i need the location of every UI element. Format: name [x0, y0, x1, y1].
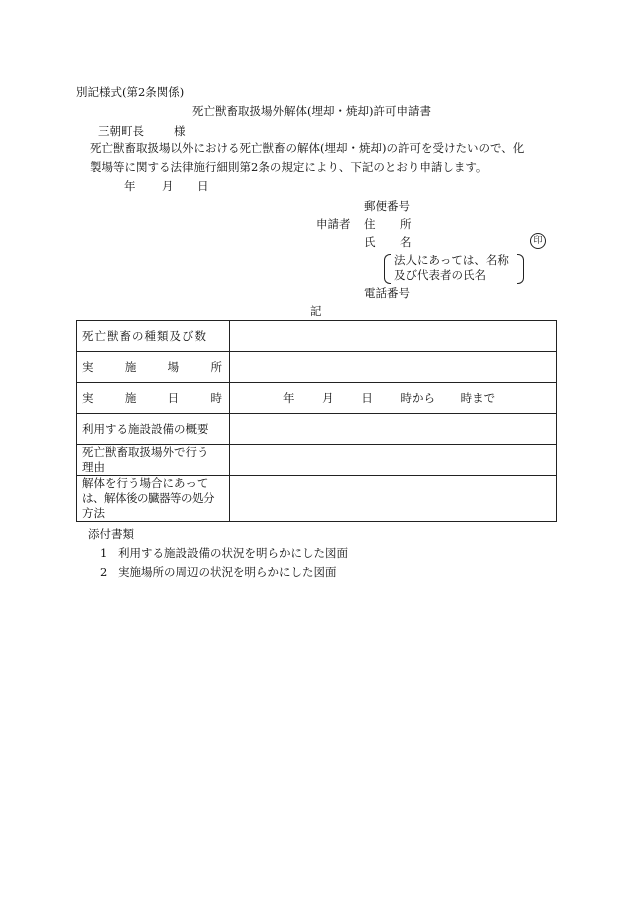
attachment-1-number: 1	[100, 546, 108, 560]
body-line-2: 製場等に関する法律施行細則第2条の規定により、下記のとおり申請します。	[90, 160, 488, 174]
value-datetime[interactable]: 年 月 日 時から 時まで	[230, 383, 557, 414]
label-facility-overview: 利用する施設設備の概要	[77, 414, 230, 445]
value-location[interactable]	[230, 352, 557, 383]
date-day: 日	[197, 179, 209, 193]
label-reason: 死亡獣畜取扱場外で行う 理由	[77, 445, 230, 476]
attachment-1-text: 利用する施設設備の状況を明らかにした図面	[118, 546, 348, 560]
table-row	[77, 476, 557, 522]
label-location: 実 施 場 所	[77, 352, 230, 383]
addressee-town: 三朝町長	[98, 124, 144, 138]
seal-mark: 印	[530, 233, 546, 249]
applicant-label: 申請者	[316, 217, 351, 231]
date-year: 年	[124, 179, 136, 193]
value-reason[interactable]	[230, 445, 557, 476]
application-table	[76, 320, 557, 522]
attachment-2-number: 2	[100, 565, 108, 579]
body-line-1: 死亡獣畜取扱場以外における死亡獣畜の解体(埋却・焼却)の許可を受けたいので、化	[90, 141, 525, 155]
table-row	[77, 321, 557, 352]
bracket-left	[384, 254, 391, 284]
corporate-note-line-1: 法人にあっては、名称	[394, 253, 509, 267]
table-row	[77, 352, 557, 383]
phone-label: 電話番号	[364, 286, 410, 300]
postal-code-label: 郵便番号	[364, 199, 410, 213]
attachments-heading: 添付書類	[88, 527, 134, 541]
corporate-note-bracket	[384, 254, 524, 284]
address-label-1: 住	[364, 217, 376, 231]
name-label-1: 氏	[364, 235, 376, 249]
body-paragraph	[76, 138, 566, 177]
name-label-2: 名	[400, 235, 412, 249]
table-row	[77, 383, 557, 414]
corporate-note-line-2: 及び代表者の氏名	[394, 268, 486, 282]
value-disposal-method[interactable]	[230, 476, 557, 522]
value-facility-overview[interactable]	[230, 414, 557, 445]
value-species-count[interactable]	[230, 321, 557, 352]
label-datetime: 実 施 日 時	[77, 383, 230, 414]
attachment-2-text: 実施場所の周辺の状況を明らかにした図面	[118, 565, 337, 579]
bracket-right	[517, 254, 524, 284]
ki-mark: 記	[310, 304, 322, 318]
form-reference: 別記様式(第2条関係)	[76, 85, 185, 99]
addressee-honorific: 様	[174, 124, 186, 138]
document-title: 死亡獣畜取扱場外解体(埋却・焼却)許可申請書	[192, 104, 431, 118]
table-row	[77, 445, 557, 476]
table-row	[77, 414, 557, 445]
label-disposal-method: 解体を行う場合にあって は、解体後の臓器等の処分 方法	[77, 476, 230, 522]
address-label-2: 所	[400, 217, 412, 231]
date-month: 月	[162, 179, 174, 193]
label-species-count: 死亡獣畜の種類及び数	[77, 321, 230, 352]
